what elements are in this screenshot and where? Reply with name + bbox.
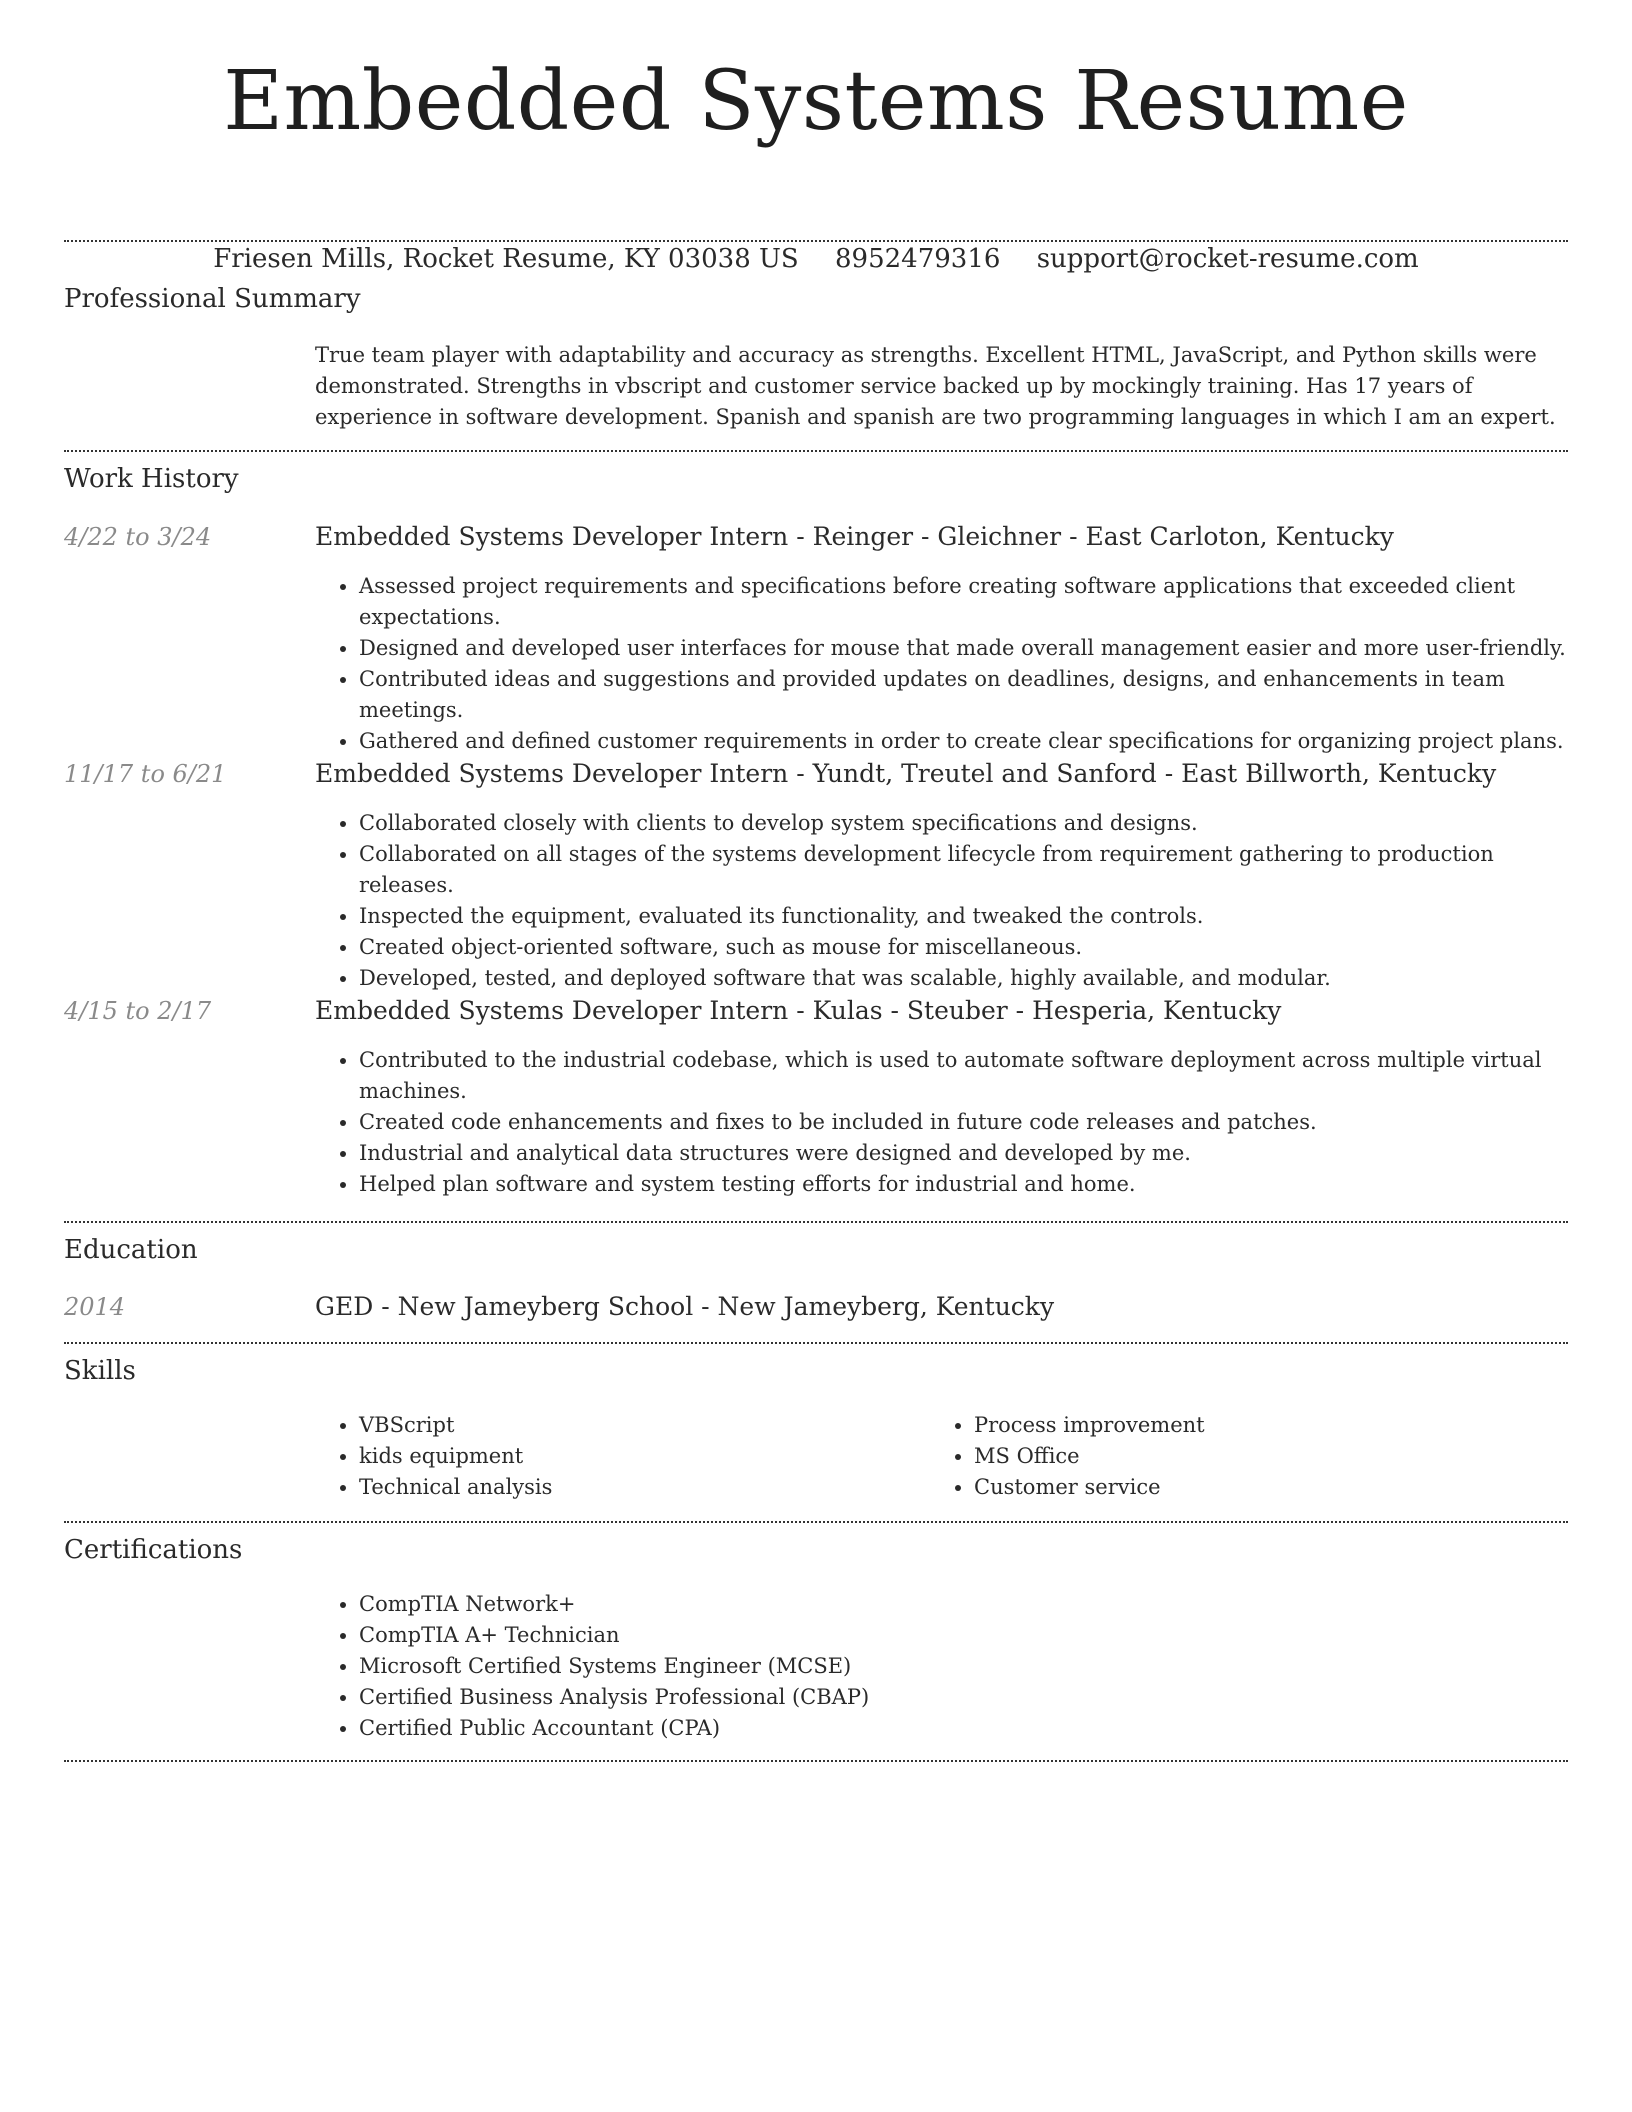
resume-page (64, 0, 1568, 1740)
list-item: • Created object-oriented software, such as mouse for miscellaneous. (359, 932, 1568, 963)
section-title-education: Education (64, 1235, 198, 1265)
list-item: • Industrial and analytical data structures were designed and developed by me. (359, 1138, 1568, 1169)
list-item: • CompTIA Network+ (359, 1589, 1568, 1620)
list-item: • CompTIA A+ Technician (359, 1620, 1568, 1651)
job-dates: 11/17 to 6/21 (64, 760, 227, 788)
email-link[interactable]: support@rocket-resume.com (1036, 244, 1419, 274)
job-dates: 4/22 to 3/24 (64, 523, 212, 551)
list-item: • Customer service (974, 1472, 1530, 1503)
job-bullets (315, 1045, 1568, 1200)
job-dates: 4/15 to 2/17 (64, 997, 212, 1025)
education-year: 2014 (64, 1293, 126, 1321)
list-item: • MS Office (974, 1441, 1530, 1472)
section-title-summary: Professional Summary (64, 284, 361, 314)
divider (64, 1342, 1568, 1344)
list-item: • Collaborated closely with clients to develop system specifications and designs. (359, 808, 1568, 839)
list-item: • Contributed to the industrial codebase, which is used to automate software deployment across multiple virtual machines. (359, 1045, 1568, 1107)
list-item: • VBScript (359, 1410, 915, 1441)
list-item: • Microsoft Certified Systems Engineer (MCSE) (359, 1651, 1568, 1682)
job-bullets (315, 571, 1568, 757)
divider (64, 450, 1568, 452)
divider (64, 240, 1568, 242)
list-item: • Certified Business Analysis Professional (CBAP) (359, 1682, 1568, 1713)
job-heading: Embedded Systems Developer Intern - Reinger - Gleichner - East Carloton, Kentucky (315, 522, 1394, 551)
divider (64, 1221, 1568, 1223)
divider (64, 1760, 1568, 1762)
section-title-skills: Skills (64, 1356, 136, 1386)
resume-title: Embedded Systems Resume (223, 54, 1409, 149)
list-item: • Process improvement (974, 1410, 1530, 1441)
list-item: • Technical analysis (359, 1472, 915, 1503)
skills-list-left (315, 1410, 915, 1503)
list-item: • Designed and developed user interfaces for mouse that made overall management easier and more user-friendly. (359, 633, 1568, 664)
skills-list-right (930, 1410, 1530, 1503)
list-item: • Created code enhancements and fixes to be included in future code releases and patches. (359, 1107, 1568, 1138)
list-item: • Developed, tested, and deployed software that was scalable, highly available, and modular. (359, 963, 1568, 994)
section-title-certifications: Certifications (64, 1535, 243, 1565)
job-bullets (315, 808, 1568, 994)
education-entry: GED - New Jameyberg School - New Jameyberg, Kentucky (315, 1292, 1055, 1321)
list-item: • Assessed project requirements and specifications before creating software applications that exceeded client expectations. (359, 571, 1568, 633)
list-item: • Certified Public Accountant (CPA) (359, 1713, 1568, 1744)
certifications-list (315, 1589, 1568, 1744)
summary-text: True team player with adaptability and accuracy as strengths. Excellent HTML, JavaScript, and Python skills were demonstrated. Strengths in vbscript and customer service backed up by mockingly training. Has 17 years of experience in software development. Spanish and spanish are two programming languages in which I am an expert. (315, 343, 1556, 429)
job-heading: Embedded Systems Developer Intern - Kulas - Steuber - Hesperia, Kentucky (315, 996, 1282, 1025)
list-item: • Helped plan software and system testing efforts for industrial and home. (359, 1169, 1568, 1200)
list-item: • Contributed ideas and suggestions and provided updates on deadlines, designs, and enhancements in team meetings. (359, 664, 1568, 726)
contact-line (64, 242, 1568, 276)
address-text: Friesen Mills, Rocket Resume, KY 03038 US (213, 244, 799, 274)
phone-text: 8952479316 (835, 244, 1001, 274)
job-heading: Embedded Systems Developer Intern - Yundt, Treutel and Sanford - East Billworth, Kentucky (315, 759, 1497, 788)
list-item: • Collaborated on all stages of the systems development lifecycle from requirement gathering to production releases. (359, 839, 1568, 901)
divider (64, 1521, 1568, 1523)
list-item: • Inspected the equipment, evaluated its functionality, and tweaked the controls. (359, 901, 1568, 932)
section-title-work-history: Work History (64, 464, 239, 494)
list-item: • Gathered and defined customer requirements in order to create clear specifications for organizing project plans. (359, 726, 1568, 757)
list-item: • kids equipment (359, 1441, 915, 1472)
